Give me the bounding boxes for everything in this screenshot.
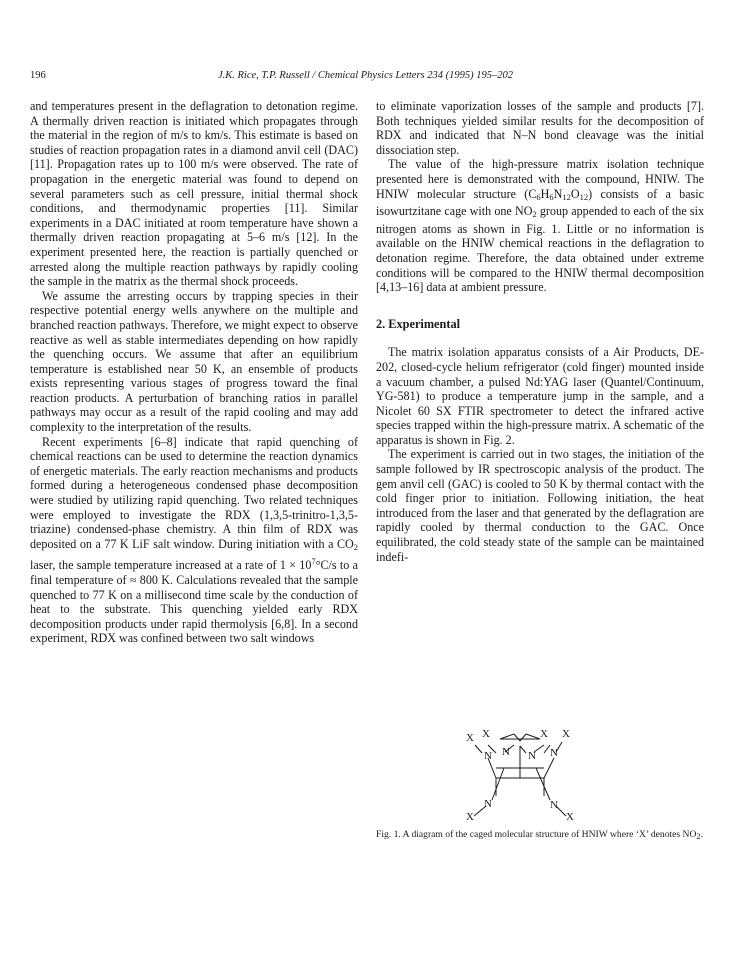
text-run: ) consists of a basic isowurtzitane cage with one NO xyxy=(376,186,704,219)
running-head: J.K. Rice, T.P. Russell / Chemical Physics Letters 234 (1995) 195–202 xyxy=(217,70,514,81)
text-run: Fig. 1. A diagram of the caged molecular structure of HNIW where ‘X’ denotes NO xyxy=(376,829,697,840)
text-run: Recent experiments [6–8] indicate that rapid quenching of chemical reactions can be used to determine the reaction dynamics of energetic materials. The early reaction mechanisms and products formed during a heterogeneous condensed phase decomposition were studied by utilizing rapid quenching. Two related techniques were employed to investigate the RDX (1,3,5-trinitro-1,3,5-triazine) condensed-phase chemistry. A thin film of RDX was deposited on a 77 K LiF salt window. During initiation with a CO xyxy=(30,434,358,551)
atom-label: X xyxy=(466,811,474,822)
atom-label: N xyxy=(484,798,492,810)
paragraph xyxy=(30,435,358,646)
page-number: 196 xyxy=(30,70,46,81)
text-run: H xyxy=(540,186,550,201)
atom-label: N xyxy=(550,799,558,811)
text-run: laser, the sample temperature increased at a rate of 1 × 10 xyxy=(30,558,312,573)
paragraph: The experiment is carried out in two stages, the initiation of the sample followed by IR spectroscopic analysis of the product. The gem anvil cell (GAC) is cooled to 50 K by thermal contact with the cold finger prior to initiation. Following initiation, the heat introduced from the laser and that generated by the deflagration are rapidly cooled by thermal conduction to the GAC. Once equilibrated, the cold steady state of the sample can be maintained indefi- xyxy=(376,447,704,564)
right-column xyxy=(376,99,704,564)
atom-label: X xyxy=(540,728,548,740)
text-run: The value of the high-pressure matrix isolation technique presented here is demonstrated with the compound, HNIW. The HNIW molecular structure (C xyxy=(376,157,704,201)
atom-label: N xyxy=(550,747,558,759)
paragraph: We assume the arresting occurs by trapping species in their respective potential energy wells anywhere on the multiple and branched reaction pathways. Therefore, we might expect to observe reactive as well as stable intermediates depending on how rapidly the quenching occurs. We assume that after an equilibrium temperature is established near 50 K, an ensemble of products exists representing various stages of progress toward the final reaction products. A perturbation of branching ratios in parallel pathways may occur as a result of the rapid cooling and may add complexity to the interpretation of the results. xyxy=(30,288,358,435)
left-column xyxy=(30,99,358,646)
subscript: 6 xyxy=(536,191,541,202)
atom-label: N xyxy=(528,750,536,762)
figure-caption xyxy=(376,829,704,842)
text-run: . xyxy=(700,829,704,840)
subscript: 2 xyxy=(696,831,701,841)
text-run: N xyxy=(553,186,563,201)
section-heading: 2. Experimental xyxy=(376,316,461,331)
atom-label: X xyxy=(466,732,474,744)
superscript: 7 xyxy=(311,556,316,567)
paragraph: and temperatures present in the deflagration to detonation regime. A thermally driven reaction is initiated which propagates through the material in the region of m/s to km/s. This estimate is based on studies of reaction propagation rates in a diamond anvil cell (DAC) [11]. Propagation rates up to 100 m/s were observed. The rate of propagation in the energetic material was found to depend on several parameters such as cell pressure, initial thermal shock conditions, and thermodynamic properties [11]. Similar experiments in a DAC initiated at room temperature have shown a thermally driven reaction propagating at 5–6 m/s [12]. In the experiment presented here, the reaction is partially quenched or arrested along the multiple reaction pathways by rapidly cooling the sample in the matrix as the thermal shock proceeds. xyxy=(30,99,358,289)
text-run: group appended to each of the six nitrogen atoms as shown in Fig. 1. Little or no information is available on the HNIW chemical reactions in the deflagration to detonation regime. Therefore, the data obtained under extreme conditions will be compared to the HNIW thermal decomposition [4,13–16] data at ambient pressure. xyxy=(376,204,704,295)
subscript: 6 xyxy=(549,191,554,202)
subscript: 2 xyxy=(353,541,358,552)
paragraph xyxy=(376,157,704,294)
figure-1 xyxy=(376,712,704,962)
atom-label: X xyxy=(566,811,574,822)
atom-label: X xyxy=(482,728,490,740)
paragraph: to eliminate vaporization losses of the sample and products [7]. Both techniques yielded similar results for the decomposition of RDX and indicated that N–N bond cleavage was the initial dissociation step. xyxy=(376,99,704,157)
subscript: 2 xyxy=(532,209,537,220)
atom-label: N xyxy=(502,746,510,758)
paragraph: The matrix isolation apparatus consists of a Air Products, DE-202, closed-cycle helium refrigerator (cold finger) mounted inside a vacuum chamber, a pulsed Nd:YAG laser (Quantel/Continuum, YG-581) to produce a temperature jump in the sample, and a Nicolet 60 SX FTIR spectrometer to detect the infrared active species trapped within the high-pressure matrix. A schematic of the apparatus is shown in Fig. 2. xyxy=(376,345,704,447)
atom-label: X xyxy=(562,728,570,740)
subscript: 12 xyxy=(562,191,571,202)
subscript: 12 xyxy=(579,191,589,202)
text-run: °C/s to a final temperature of ≈ 800 K. Calculations revealed that the sample quenched to 77 K on a millisecond time scale by the conduction of heat to the substrate. This quenching yielded early RDX decomposition products under rapid thermolysis [6,8]. In a second experiment, RDX was confined between two salt windows xyxy=(30,558,358,646)
page-header xyxy=(0,70,731,86)
text-run: O xyxy=(570,186,580,201)
atom-label: N xyxy=(484,750,492,762)
hniw-cage-diagram xyxy=(416,712,666,822)
